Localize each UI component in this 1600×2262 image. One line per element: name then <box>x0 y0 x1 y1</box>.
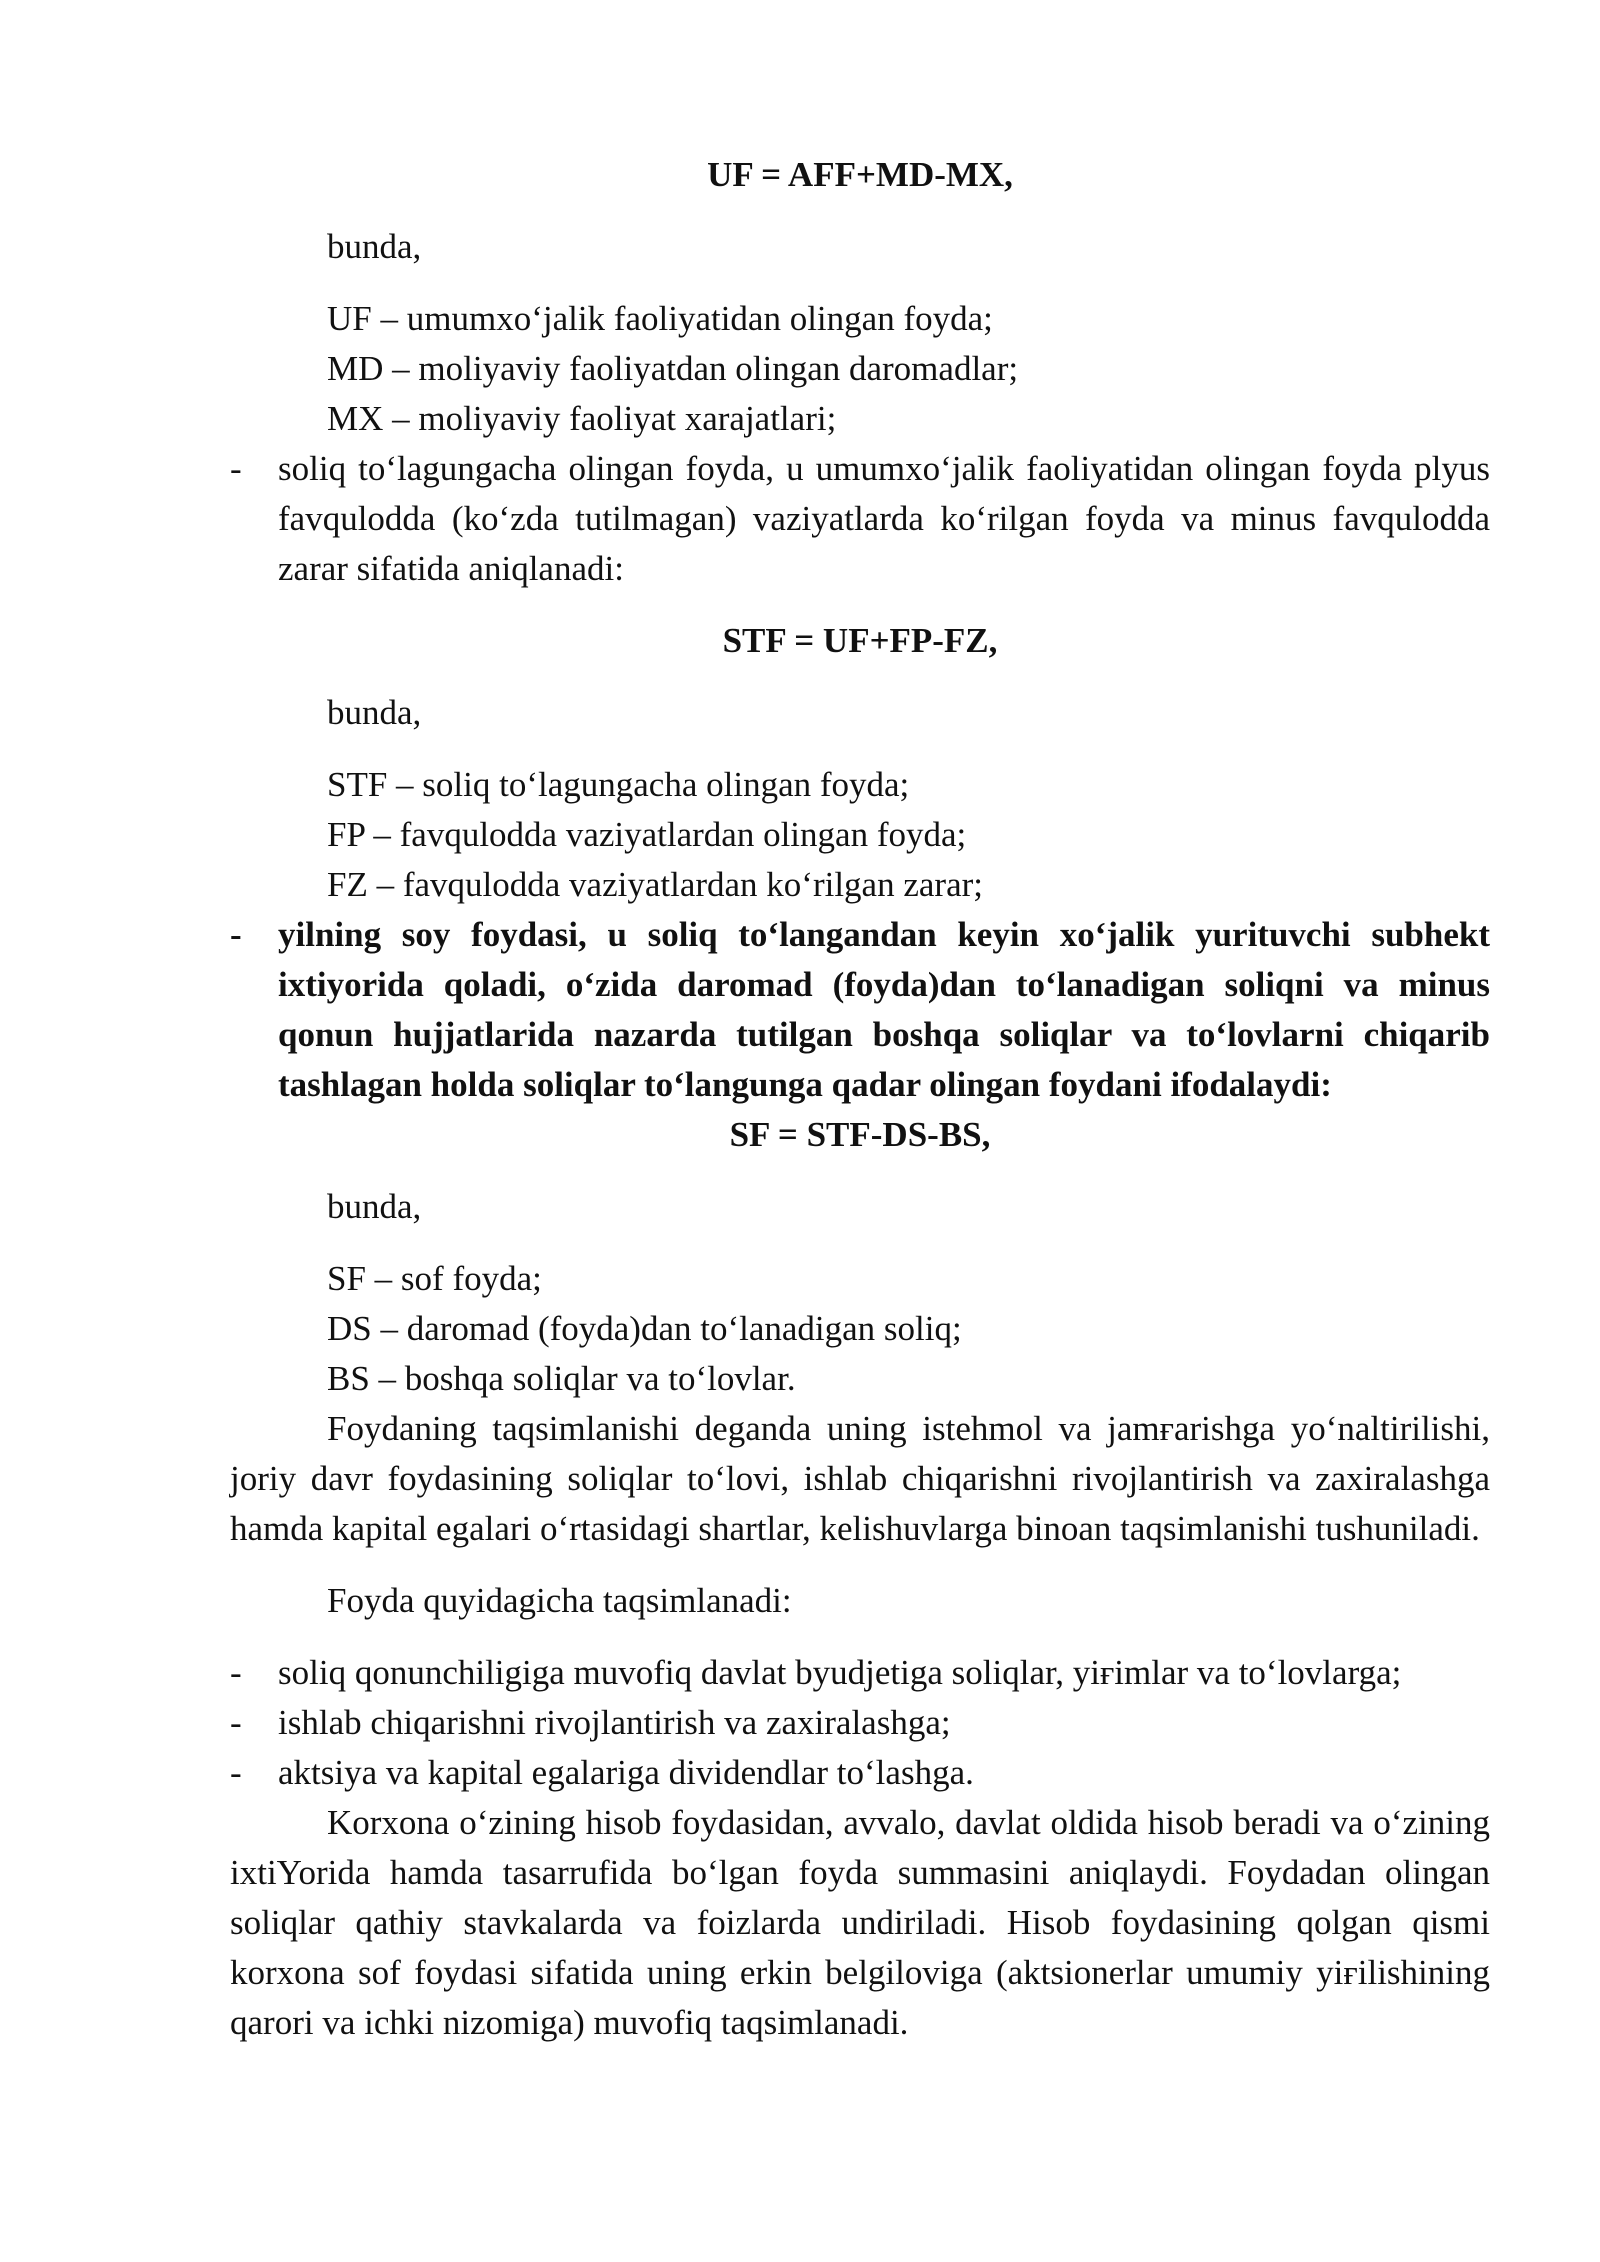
definition-md: MD – moliyaviy faoliyatdan olingan daromadlar; <box>327 349 1019 388</box>
definition-uf: UF – umumxoʻjalik faoliyatidan olingan foyda; <box>327 299 993 338</box>
bullet-dash: - <box>230 1703 242 1742</box>
definition-mx: MX – moliyaviy faoliyat xarajatlari; <box>327 399 837 438</box>
bullet-dash: - <box>230 1753 242 1792</box>
formula-sf: SF = STF-DS-BS, <box>729 1115 991 1154</box>
bullet-dash: - <box>230 449 242 488</box>
definition-fz: FZ – favqulodda vaziyatlardan koʻrilgan zarar; <box>327 865 983 904</box>
paragraph-text: yilning soy foydasi, u soliq toʻlangandan keyin xoʻjalik yurituvchi subhekt ixtiyorida qoladi, oʻzida daromad (foyda)dan toʻlanadigan soliqni va minus qonun hujjatlarida nazarda tutilgan boshqa soliqlar va toʻlovlarni chiqarib tashlagan holda soliqlar toʻlangunga qadar olingan foydani ifodalaydi: <box>278 915 1490 1104</box>
definition-sf: SF – sof foyda; <box>327 1259 542 1298</box>
list-item-text: ishlab chiqarishni rivojlantirish va zaxiralashga; <box>278 1703 951 1742</box>
list-item-text: aktsiya va kapital egalariga dividendlar toʻlashga. <box>278 1753 974 1792</box>
definition-ds: DS – daromad (foyda)dan toʻlanadigan soliq; <box>327 1309 962 1348</box>
bullet-dash: - <box>230 915 242 954</box>
paragraph-text: soliq toʻlagungacha olingan foyda, u umumxoʻjalik faoliyatidan olingan foyda plyus favqulodda (koʻzda tutilmagan) vaziyatlarda koʻrilgan foyda va minus favqulodda zarar sifatida aniqlanadi: <box>278 449 1490 588</box>
bunda-label: bunda, <box>327 1187 422 1226</box>
list-item <box>230 1748 1490 1798</box>
formula-stf: STF = UF+FP-FZ, <box>722 621 998 660</box>
definition-fp: FP – favqulodda vaziyatlardan olingan foyda; <box>327 815 967 854</box>
list-item <box>230 1698 1490 1748</box>
formula-uf: UF = AFF+MD-MX, <box>707 155 1013 194</box>
paragraph-pretax-profit <box>230 444 1490 594</box>
paragraph-net-profit <box>230 910 1490 1110</box>
document-page <box>230 150 1490 2048</box>
bunda-label: bunda, <box>327 693 422 732</box>
list-item-text: soliq qonunchiligiga muvofiq davlat byudjetiga soliqlar, yiғimlar va toʻlovlarga; <box>278 1653 1402 1692</box>
definition-bs: BS – boshqa soliqlar va toʻlovlar. <box>327 1359 796 1398</box>
bunda-label: bunda, <box>327 227 422 266</box>
paragraph-distribution-intro: Foyda quyidagicha taqsimlanadi: <box>327 1581 792 1620</box>
definition-stf: STF – soliq toʻlagungacha olingan foyda; <box>327 765 910 804</box>
list-item <box>230 1648 1490 1698</box>
paragraph-enterprise: Korxona oʻzining hisob foydasidan, avvalo, davlat oldida hisob beradi va oʻzining ixtiYorida hamda tasarrufida boʻlgan foyda summasini aniqlaydi. Foydadan olingan soliqlar qathiy stavkalarda va foizlarda undiriladi. Hisob foydasining qolgan qismi korxona sof foydasi sifatida uning erkin belgiloviga (aktsionerlar umumiy yiғilishining qarori va ichki nizomiga) muvofiq taqsimlanadi. <box>230 1803 1490 2042</box>
paragraph-distribution: Foydaning taqsimlanishi deganda uning istehmol va jamғarishga yoʻnaltirilishi, joriy davr foydasining soliqlar toʻlovi, ishlab chiqarishni rivojlantirish va zaxiralashga hamda kapital egalari oʻrtasidagi shartlar, kelishuvlarga binoan taqsimlanishi tushuniladi. <box>230 1409 1490 1548</box>
bullet-dash: - <box>230 1653 242 1692</box>
